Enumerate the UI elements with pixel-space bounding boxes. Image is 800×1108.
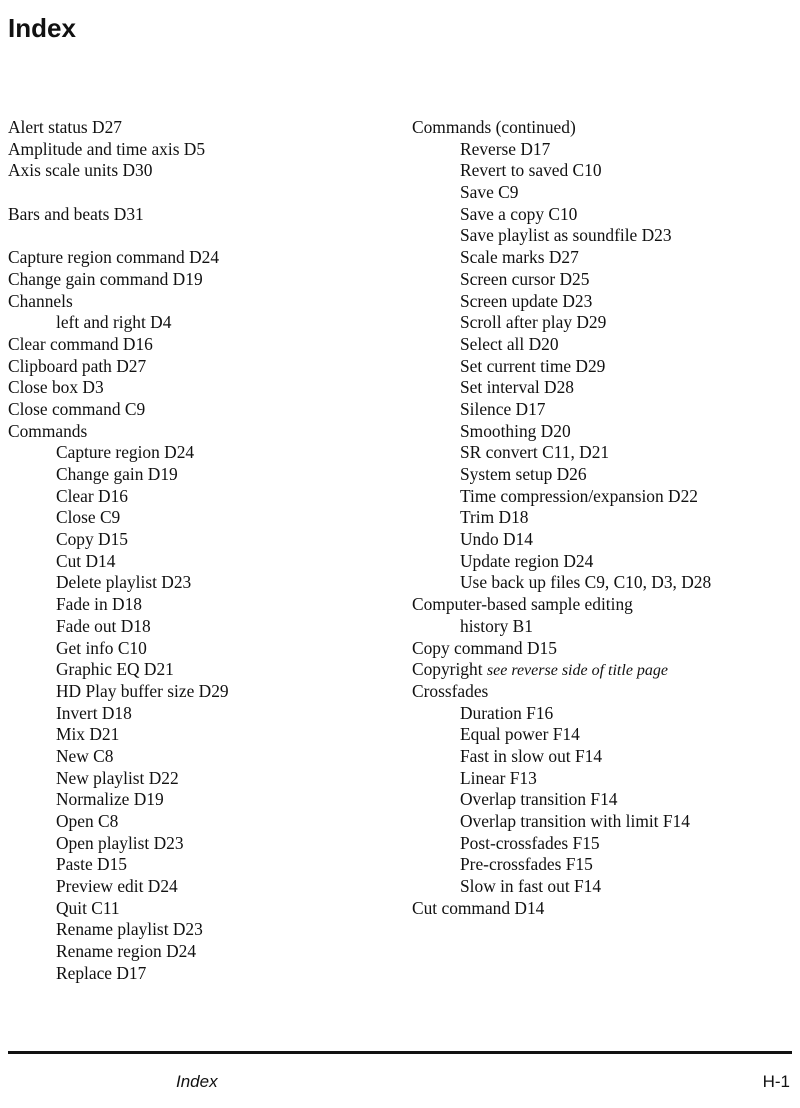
index-entry-text: Reverse D17	[460, 138, 551, 159]
index-subentry	[8, 746, 400, 768]
index-entry-text: Bars and beats D31	[8, 203, 144, 224]
index-subentry	[412, 225, 796, 247]
index-entry-text: Quit C11	[56, 897, 120, 918]
index-entry-text: Fade out D18	[56, 615, 151, 636]
footer-rule	[8, 1051, 792, 1054]
index-subentry	[8, 919, 400, 941]
index-entry-text: Trim D18	[460, 507, 529, 528]
index-entry-text: Copy D15	[56, 529, 128, 550]
index-entry-text: Close box D3	[8, 377, 104, 398]
index-subentry	[8, 442, 400, 464]
index-subentry	[8, 811, 400, 833]
index-subentry	[8, 572, 400, 594]
index-subentry	[412, 507, 796, 529]
index-entry	[8, 269, 400, 291]
index-entry-text: left and right D4	[56, 312, 172, 333]
index-entry	[412, 681, 796, 703]
index-entry-text: Get info C10	[56, 637, 147, 658]
index-subentry	[8, 638, 400, 660]
index-entry	[8, 204, 400, 226]
index-subentry	[8, 724, 400, 746]
index-entry	[8, 117, 400, 139]
index-entry-text: SR convert C11, D21	[460, 442, 610, 463]
index-subentry	[412, 356, 796, 378]
index-entry-text: Save playlist as soundfile D23	[460, 225, 672, 246]
index-entry-text: Computer-based sample editing	[412, 594, 633, 615]
index-subentry	[8, 941, 400, 963]
index-entry-text: Undo D14	[460, 529, 533, 550]
index-subentry	[8, 312, 400, 334]
index-see-reference: see reverse side of title page	[486, 662, 669, 680]
index-subentry	[412, 160, 796, 182]
index-entry-text: Invert D18	[56, 702, 132, 723]
index-subentry	[412, 833, 796, 855]
index-entry-text: Overlap transition with limit F14	[460, 811, 690, 831]
index-subentry	[8, 529, 400, 551]
index-entry-text: Smoothing D20	[460, 420, 571, 441]
index-subentry	[412, 377, 796, 399]
index-entry-text: Update region D24	[460, 550, 594, 571]
index-entry-text: Capture region D24	[56, 442, 195, 463]
index-subentry	[412, 291, 796, 313]
index-entry	[8, 356, 400, 378]
index-entry-text: Pre-crossfades F15	[460, 854, 593, 875]
index-entry-text: Replace D17	[56, 962, 147, 983]
index-entry-text: Silence D17	[460, 398, 546, 419]
index-column-left	[8, 117, 400, 985]
index-subentry	[8, 854, 400, 876]
index-entry	[412, 594, 796, 616]
index-entry-text: Cut D14	[56, 550, 116, 571]
index-entry	[8, 160, 400, 182]
index-entry-text: Alert status D27	[8, 117, 122, 137]
index-entry	[8, 247, 400, 269]
index-subentry	[412, 529, 796, 551]
index-entry-text: Close C9	[56, 507, 121, 528]
index-entry-text: Capture region command D24	[8, 247, 220, 268]
index-entry-text: Normalize D19	[56, 789, 164, 810]
index-subentry	[412, 789, 796, 811]
index-entry-text: Channels	[8, 290, 73, 311]
index-subentry	[8, 507, 400, 529]
index-entry-text: Amplitude and time axis D5	[8, 138, 206, 159]
index-entry	[412, 638, 796, 660]
index-subentry	[8, 594, 400, 616]
index-subentry	[412, 312, 796, 334]
index-subentry	[8, 681, 400, 703]
index-entry-text: Equal power F14	[460, 724, 580, 745]
index-entry-text: Select all D20	[460, 333, 559, 354]
index-subentry	[8, 833, 400, 855]
index-subentry	[412, 486, 796, 508]
index-subentry	[412, 421, 796, 443]
index-entry-text: New playlist D22	[56, 767, 179, 788]
index-subentry	[412, 139, 796, 161]
index-subentry	[412, 572, 796, 594]
index-entry-text: Delete playlist D23	[56, 572, 192, 593]
index-column-right	[412, 117, 796, 919]
index-subentry	[412, 182, 796, 204]
index-entry-text: Mix D21	[56, 724, 120, 745]
index-entry-text: Set interval D28	[460, 377, 574, 398]
index-subentry	[412, 616, 796, 638]
index-entry-text: Duration F16	[460, 702, 554, 723]
index-entry-text: Screen cursor D25	[460, 268, 590, 289]
index-entry	[8, 334, 400, 356]
index-subentry	[412, 811, 796, 833]
index-subentry	[412, 746, 796, 768]
index-entry-text: Clear D16	[56, 485, 128, 506]
index-entry-text: Rename playlist D23	[56, 919, 203, 940]
index-subentry	[412, 768, 796, 790]
index-entry-text: Commands	[8, 420, 88, 441]
index-entry	[412, 117, 796, 139]
index-entry-text: Slow in fast out F14	[460, 876, 602, 897]
index-entry-text: Save C9	[460, 182, 519, 203]
index-entry-text: Crossfades	[412, 680, 489, 701]
index-subentry	[8, 486, 400, 508]
index-subentry	[8, 616, 400, 638]
index-entry-text: Change gain command D19	[8, 268, 203, 289]
index-entry-text: Save a copy C10	[460, 203, 578, 224]
index-entry-text: Open playlist D23	[56, 832, 184, 853]
index-entry-text: Copy command D15	[412, 637, 557, 658]
index-entry-text: Graphic EQ D21	[56, 659, 174, 680]
index-entry-text: Clear command D16	[8, 333, 153, 354]
index-entry-text: Commands (continued)	[412, 117, 576, 137]
page-title: Index	[8, 13, 76, 43]
index-subentry	[412, 724, 796, 746]
index-entry	[8, 421, 400, 443]
index-entry-text: Change gain D19	[56, 464, 178, 484]
index-subentry	[412, 551, 796, 573]
index-entry-text: Fast in slow out F14	[460, 745, 603, 766]
index-subentry	[8, 551, 400, 573]
index-entry	[8, 399, 400, 421]
index-subentry	[412, 442, 796, 464]
index-subentry	[8, 768, 400, 790]
index-subentry	[412, 334, 796, 356]
index-subentry	[8, 789, 400, 811]
index-subentry	[8, 898, 400, 920]
index-entry-text: Post-crossfades F15	[460, 832, 600, 853]
index-entry	[412, 898, 796, 920]
index-subentry	[412, 204, 796, 226]
index-entry	[412, 659, 796, 681]
index-entry	[8, 377, 400, 399]
index-entry-text: New C8	[56, 745, 114, 766]
index-subentry	[8, 876, 400, 898]
page-number: H-1	[762, 1072, 790, 1091]
index-subentry	[8, 703, 400, 725]
index-subentry	[412, 703, 796, 725]
index-subentry	[412, 854, 796, 876]
index-entry-text: Clipboard path D27	[8, 355, 147, 376]
index-entry-text: HD Play buffer size D29	[56, 680, 229, 701]
index-entry-text: Use back up files C9, C10, D3, D28	[460, 572, 712, 593]
index-subentry	[412, 399, 796, 421]
index-subentry	[412, 464, 796, 486]
index-entry-text: Linear F13	[460, 767, 537, 788]
index-entry-text: Paste D15	[56, 854, 128, 875]
index-entry-text: history B1	[460, 615, 533, 636]
index-entry	[8, 291, 400, 313]
index-subentry	[412, 876, 796, 898]
index-entry-text: Screen update D23	[460, 290, 593, 311]
index-entry-text: Scale marks D27	[460, 247, 579, 268]
index-subentry	[8, 464, 400, 486]
footer-section-label: Index	[176, 1072, 218, 1091]
index-entry-text: Time compression/expansion D22	[460, 485, 698, 506]
index-entry-text: Copyright	[412, 659, 487, 680]
index-subentry	[412, 269, 796, 291]
index-entry-text: Fade in D18	[56, 594, 142, 615]
index-entry-text: Revert to saved C10	[460, 160, 602, 181]
index-entry	[8, 139, 400, 161]
index-entry-text: Axis scale units D30	[8, 160, 153, 181]
index-entry-text: Cut command D14	[412, 897, 545, 918]
index-entry-text: Overlap transition F14	[460, 789, 618, 810]
index-entry-text: Scroll after play D29	[460, 312, 607, 333]
index-entry-text: Set current time D29	[460, 355, 606, 376]
index-entry-text: Preview edit D24	[56, 876, 178, 897]
index-entry-text: Close command C9	[8, 398, 146, 419]
index-subentry	[8, 963, 400, 985]
index-subentry	[412, 247, 796, 269]
index-entry-text: System setup D26	[460, 464, 587, 484]
index-entry-text: Rename region D24	[56, 941, 197, 962]
index-subentry	[8, 659, 400, 681]
index-entry-text: Open C8	[56, 811, 119, 831]
